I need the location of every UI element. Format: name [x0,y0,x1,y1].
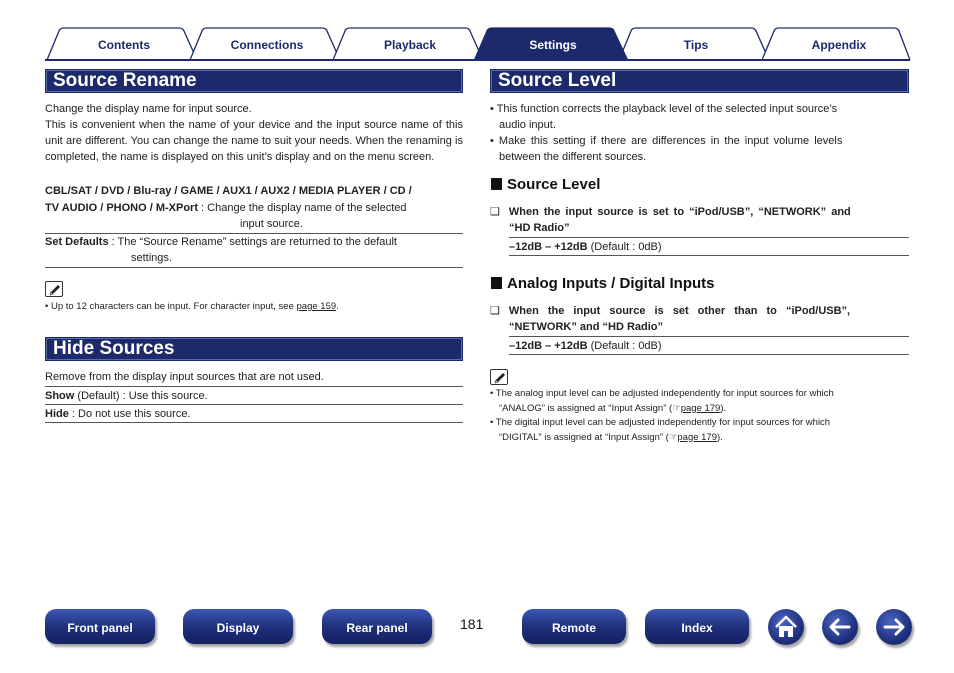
hide-intro: Remove from the display input sources that are not used. [45,371,324,383]
sub2-range-default: (Default : 0dB) [587,340,662,352]
tab-playback[interactable] [331,27,489,60]
tab-contents[interactable] [45,27,203,60]
subsection-source-level [491,176,600,193]
tab-connections[interactable] [188,27,346,60]
divider [509,336,909,337]
rename-sources-desc-cont: input source. [240,218,303,230]
bullet-1-line-b: audio input. [499,119,556,131]
bullet-2-line-a: • Make this setting if there are differences in the input volume levels [490,135,843,147]
note-1-text: “ANALOG” is assigned at “Input Assign” ( [499,402,673,414]
divider [509,255,909,256]
tab-label: Connections [230,38,304,52]
page-159-link[interactable]: page 159 [296,301,337,312]
sub1-cond-line-a [490,204,909,220]
sub1-range [509,239,662,255]
home-icon [768,609,804,645]
set-defaults-desc: : The “Source Rename” settings are returned to the default [108,236,397,248]
bullet-2-line-b: between the different sources. [499,151,647,163]
button-label: Front panel [67,621,133,635]
tab-label: Settings [529,38,577,52]
reference-icon: ☞ [672,402,681,414]
show-row [45,388,463,404]
source-list-desc: : Change the display name of the selected [198,202,407,214]
page-179-link[interactable]: page 179 [677,431,717,443]
remote-button[interactable] [522,609,626,644]
section-title-hide-sources: Hide Sources [45,337,463,361]
bullet-1 [490,101,909,133]
tab-underline [45,59,910,61]
subsection-title: Analog Inputs / Digital Inputs [507,275,715,292]
note-1-line-a: • The analog input level can be adjusted independently for input sources for which [490,388,834,399]
bullet-2 [490,133,909,165]
back-arrow-icon [822,609,858,645]
note-1-line-b [490,402,910,417]
set-defaults-label: Set Defaults [45,236,109,248]
divider [509,354,909,355]
divider [45,404,463,405]
show-desc: (Default) : Use this source. [74,390,208,402]
sub1-cond-line-b: “HD Radio” [509,222,570,234]
sub2-range-value: –12dB – +12dB [509,340,588,352]
rename-description: This is convenient when the name of your device and the input source name of this unit are different. You can change the name to suit your needs. When the renaming is completed, the name is displayed on this unit’s display and on the menu screen. [45,119,463,163]
sub1-cond-text: When the input source is set to “iPod/USB”, “NETWORK” and [508,206,851,218]
subsection-title: Source Level [507,176,601,193]
tab-appendix[interactable] [760,27,918,60]
section-title-source-rename: Source Rename [45,69,463,93]
pencil-note-icon [45,281,63,297]
note-1-end: ). [720,402,727,414]
set-defaults-desc-cont: settings. [131,252,172,264]
sub2-range [509,338,662,354]
note-2-line-a: • The digital input level can be adjusted independently for input sources for which [490,417,831,428]
pencil-note-icon [490,369,508,385]
note-2-end: ). [717,431,723,443]
tab-tips[interactable] [617,27,775,60]
checkbox-icon: ❑ [490,206,500,218]
sub1-condition [490,204,909,236]
note-end: . [336,301,339,312]
button-label: Index [681,621,713,635]
index-button[interactable] [645,609,749,644]
sub2-cond-text: When the input source is set other than to “iPod/USB”, [508,305,851,317]
sub2-condition [490,303,909,335]
sub1-range-default: (Default : 0dB) [587,241,662,253]
bullet-1-line-a: • This function corrects the playback level of the selected input source’s [490,103,838,115]
sub2-cond-line-a [490,303,909,319]
hide-desc: : Do not use this source. [68,408,191,420]
forward-arrow-icon [876,609,912,645]
hide-row [45,406,463,422]
section-title-source-level: Source Level [490,69,909,93]
tab-label: Tips [683,38,709,52]
button-label: Remote [551,621,596,635]
rear-panel-button[interactable] [322,609,432,644]
show-label: Show [45,390,75,402]
source-list-2: TV AUDIO / PHONO / M-XPort [45,202,198,214]
tab-label: Appendix [811,38,867,52]
button-label: Display [216,621,260,635]
tab-label: Contents [98,38,150,52]
checkbox-icon: ❑ [490,305,500,317]
page-number: 181 [460,616,484,632]
front-panel-button[interactable] [45,609,155,644]
subsection-analog-digital [491,275,715,292]
display-button[interactable] [183,609,293,644]
set-defaults-row [45,234,465,250]
hide-label: Hide [45,408,69,420]
tab-label: Playback [383,38,437,52]
rename-sources-line-2 [45,200,465,216]
source-list: CBL/SAT / DVD / Blu-ray / GAME / AUX1 / AUX2 / MEDIA PLAYER / CD / [45,185,412,197]
sub1-range-value: –12dB – +12dB [509,241,588,253]
note-text: • Up to 12 characters can be input. For character input, see [45,301,297,312]
reference-icon: ☞ [668,431,678,443]
tab-settings[interactable] [474,27,632,60]
square-bullet-icon [491,277,502,289]
sub2-cond-line-b: “NETWORK” and “HD Radio” [509,321,663,333]
rename-note [45,300,339,315]
tab-bar [45,27,910,61]
rename-sources-line-1 [45,183,465,199]
back-button[interactable] [822,609,858,645]
divider [45,386,463,387]
divider [45,267,463,268]
rename-intro: Change the display name for input source. [45,103,252,115]
button-label: Rear panel [346,621,408,635]
note-2-line-b [490,431,910,446]
home-button[interactable] [768,609,804,645]
source-level-note-2 [490,416,910,445]
square-bullet-icon [491,178,502,190]
divider [45,422,463,423]
forward-button[interactable] [876,609,912,645]
page-179-link[interactable]: page 179 [680,402,721,414]
source-level-note-1 [490,387,910,416]
note-2-text: “DIGITAL” is assigned at “Input Assign” ( [499,431,669,443]
divider [509,237,909,238]
